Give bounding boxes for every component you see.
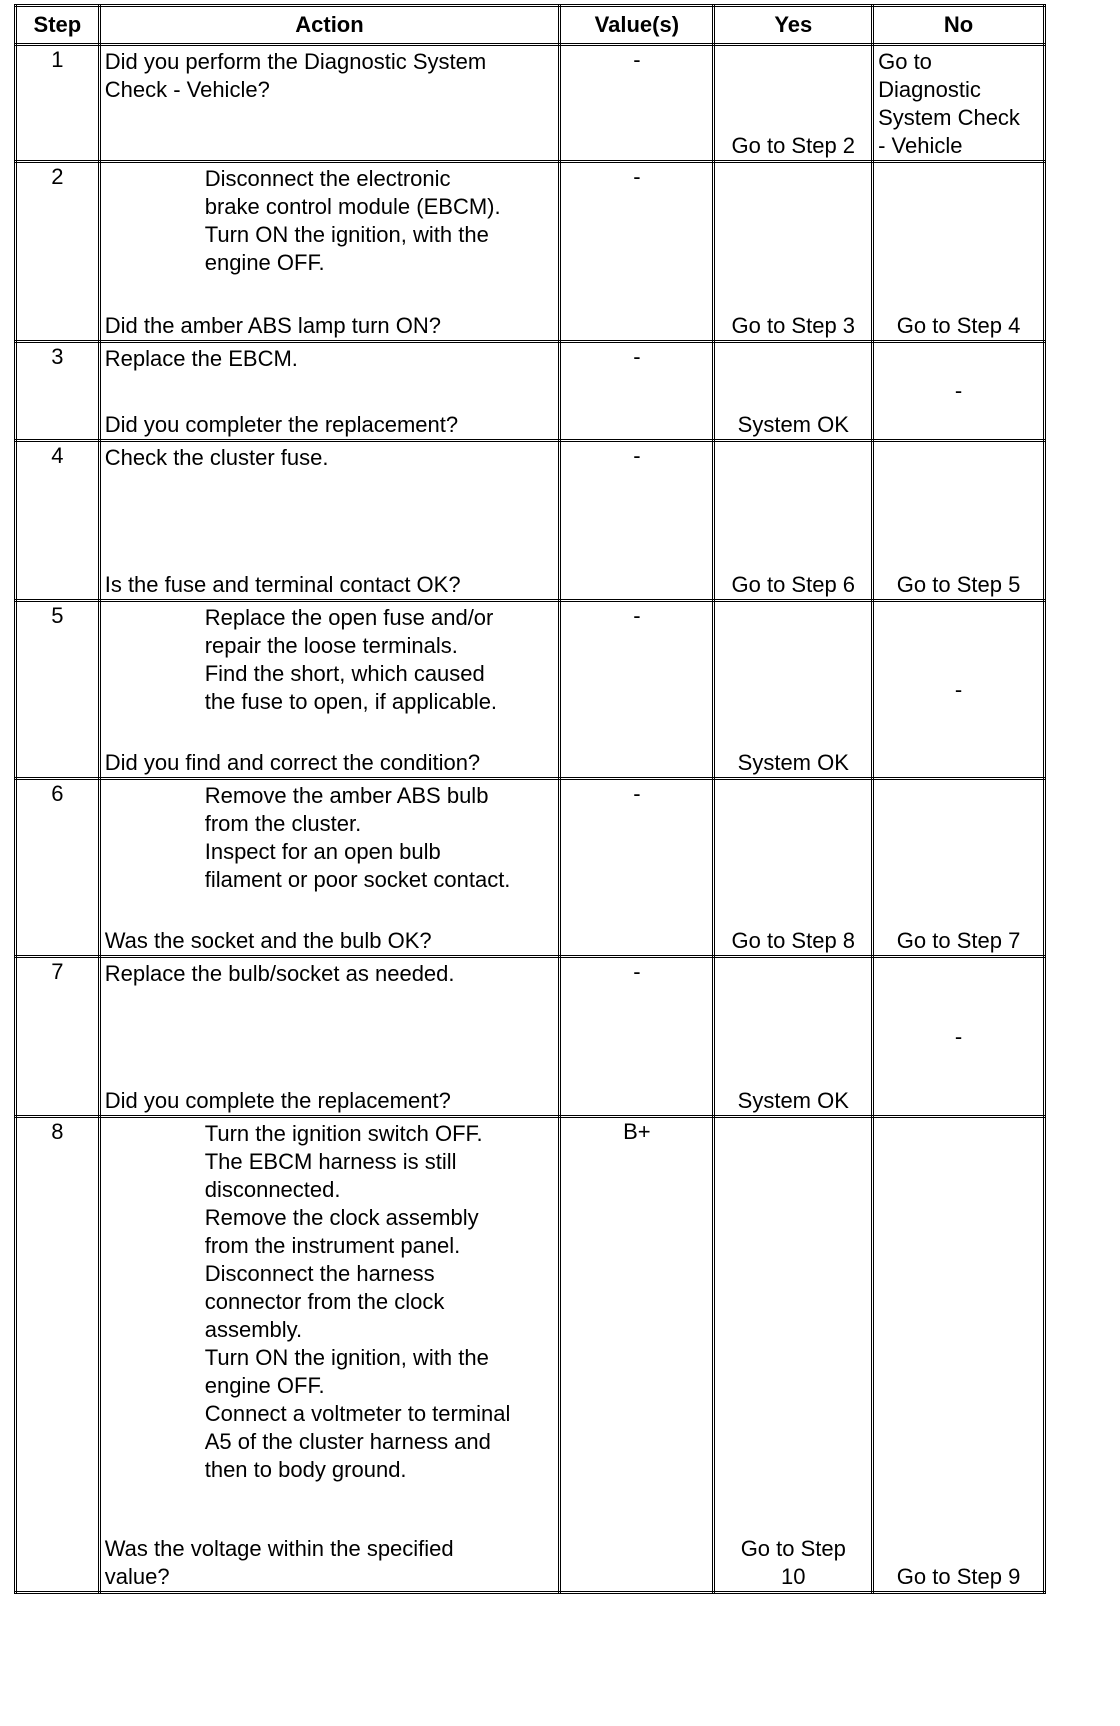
table-row: [16, 779, 1045, 957]
value-cell: -: [560, 162, 714, 342]
no-cell: [873, 779, 1045, 957]
table-row: [16, 957, 1045, 1117]
action-cell: [99, 957, 560, 1117]
action-line: engine OFF.: [204, 250, 325, 275]
action-question: Did you complete the replacement?: [104, 1088, 451, 1113]
header-row: [16, 6, 1045, 45]
yes-cell: [714, 162, 873, 342]
table-row: [16, 1117, 1045, 1593]
action-text: [105, 345, 557, 373]
action-line: The EBCM harness is still: [204, 1149, 457, 1174]
action-text: [105, 48, 557, 104]
no-text: -: [954, 1023, 963, 1049]
action-question: Did you completer the replacement?: [104, 412, 459, 437]
step-number: 2: [16, 162, 100, 342]
action-question: Is the fuse and terminal contact OK?: [104, 572, 461, 597]
table-row: [16, 45, 1045, 162]
yes-text: Go to Step 6: [731, 572, 856, 597]
value-cell: -: [560, 957, 714, 1117]
value-cell: -: [560, 342, 714, 441]
no-text: -: [954, 676, 963, 702]
action-cell: [99, 779, 560, 957]
yes-text: System OK: [737, 412, 849, 437]
no-text: -: [954, 378, 963, 403]
action-line: Check - Vehicle?: [104, 77, 270, 102]
table-row: [16, 342, 1045, 441]
yes-cell: [714, 342, 873, 441]
header-step: Step: [16, 6, 100, 45]
action-cell: [99, 441, 560, 601]
value-cell: -: [560, 441, 714, 601]
question-line: Was the voltage within the specified: [104, 1536, 454, 1561]
header-action: Action: [99, 6, 560, 45]
step-number: 3: [16, 342, 100, 441]
action-question: [105, 1535, 557, 1591]
action-text: [105, 444, 557, 472]
action-line: assembly.: [204, 1317, 303, 1342]
action-question: Did the amber ABS lamp turn ON?: [104, 313, 441, 338]
action-line: Replace the EBCM.: [104, 346, 298, 371]
header-values: Value(s): [560, 6, 714, 45]
no-text: Go to Step 9: [896, 1564, 1021, 1589]
no-line: System Check: [878, 105, 1020, 130]
action-text: [205, 165, 557, 277]
yes-text: Go to Step 2: [731, 133, 856, 158]
yes-line: 10: [781, 1564, 806, 1589]
action-text: [205, 604, 557, 716]
no-text: [878, 48, 1043, 160]
yes-cell: [714, 1117, 873, 1593]
yes-text: System OK: [737, 750, 849, 775]
action-line: Turn ON the ignition, with the: [204, 1345, 489, 1370]
no-cell: [873, 342, 1045, 441]
no-text: Go to Step 4: [896, 313, 1021, 338]
action-line: disconnected.: [204, 1177, 341, 1202]
yes-text: Go to Step 8: [731, 928, 856, 953]
action-line: Find the short, which caused: [204, 661, 485, 686]
step-number: 1: [16, 45, 100, 162]
yes-line: Go to Step: [740, 1536, 846, 1561]
no-cell: [873, 441, 1045, 601]
yes-cell: [714, 601, 873, 779]
value-cell: B+: [560, 1117, 714, 1593]
no-cell: [873, 162, 1045, 342]
action-line: then to body ground.: [204, 1457, 407, 1482]
action-line: Disconnect the harness: [204, 1261, 435, 1286]
no-text: Go to Step 7: [896, 928, 1021, 953]
yes-text: System OK: [737, 1088, 849, 1113]
value-cell: -: [560, 601, 714, 779]
action-line: from the instrument panel.: [204, 1233, 461, 1258]
action-line: repair the loose terminals.: [204, 633, 458, 658]
action-cell: [99, 45, 560, 162]
no-line: Diagnostic: [878, 77, 981, 102]
yes-cell: [714, 779, 873, 957]
diagnostic-table: [14, 4, 1046, 1594]
action-cell: [99, 342, 560, 441]
header-no: No: [873, 6, 1045, 45]
yes-text: [715, 1535, 871, 1591]
action-text: [205, 1120, 557, 1484]
action-line: Remove the amber ABS bulb: [204, 783, 489, 808]
table-row: [16, 441, 1045, 601]
step-number: 8: [16, 1117, 100, 1593]
action-line: engine OFF.: [204, 1373, 325, 1398]
question-line: value?: [104, 1564, 170, 1589]
action-cell: [99, 1117, 560, 1593]
no-line: Go to: [878, 49, 932, 74]
yes-cell: [714, 441, 873, 601]
step-number: 7: [16, 957, 100, 1117]
no-cell: [873, 1117, 1045, 1593]
step-number: 6: [16, 779, 100, 957]
no-cell: [873, 957, 1045, 1117]
yes-cell: [714, 957, 873, 1117]
action-line: Turn ON the ignition, with the: [204, 222, 489, 247]
action-line: Turn the ignition switch OFF.: [204, 1121, 483, 1146]
action-line: Disconnect the electronic: [204, 166, 451, 191]
header-yes: Yes: [714, 6, 873, 45]
action-question: Was the socket and the bulb OK?: [104, 928, 432, 953]
action-line: brake control module (EBCM).: [204, 194, 501, 219]
action-line: A5 of the cluster harness and: [204, 1429, 491, 1454]
action-line: the fuse to open, if applicable.: [204, 689, 498, 714]
no-line: - Vehicle: [878, 133, 963, 158]
value-cell: -: [560, 45, 714, 162]
yes-text: Go to Step 3: [731, 313, 856, 338]
action-question: Did you find and correct the condition?: [104, 750, 481, 775]
action-cell: [99, 601, 560, 779]
table-row: [16, 162, 1045, 342]
action-line: from the cluster.: [204, 811, 362, 836]
action-cell: [99, 162, 560, 342]
action-line: Remove the clock assembly: [204, 1205, 479, 1230]
step-number: 4: [16, 441, 100, 601]
action-line: Did you perform the Diagnostic System: [104, 49, 487, 74]
action-line: Replace the bulb/socket as needed.: [104, 961, 455, 986]
action-line: Connect a voltmeter to terminal: [204, 1401, 511, 1426]
table-row: [16, 601, 1045, 779]
action-line: filament or poor socket contact.: [204, 867, 511, 892]
yes-cell: [714, 45, 873, 162]
no-cell: [873, 45, 1045, 162]
action-text: [105, 960, 557, 988]
no-text: Go to Step 5: [896, 572, 1021, 597]
no-cell: [873, 601, 1045, 779]
value-cell: -: [560, 779, 714, 957]
step-number: 5: [16, 601, 100, 779]
action-text: [205, 782, 557, 894]
action-line: Inspect for an open bulb: [204, 839, 441, 864]
action-line: connector from the clock: [204, 1289, 445, 1314]
action-line: Check the cluster fuse.: [104, 445, 329, 470]
action-line: Replace the open fuse and/or: [204, 605, 494, 630]
